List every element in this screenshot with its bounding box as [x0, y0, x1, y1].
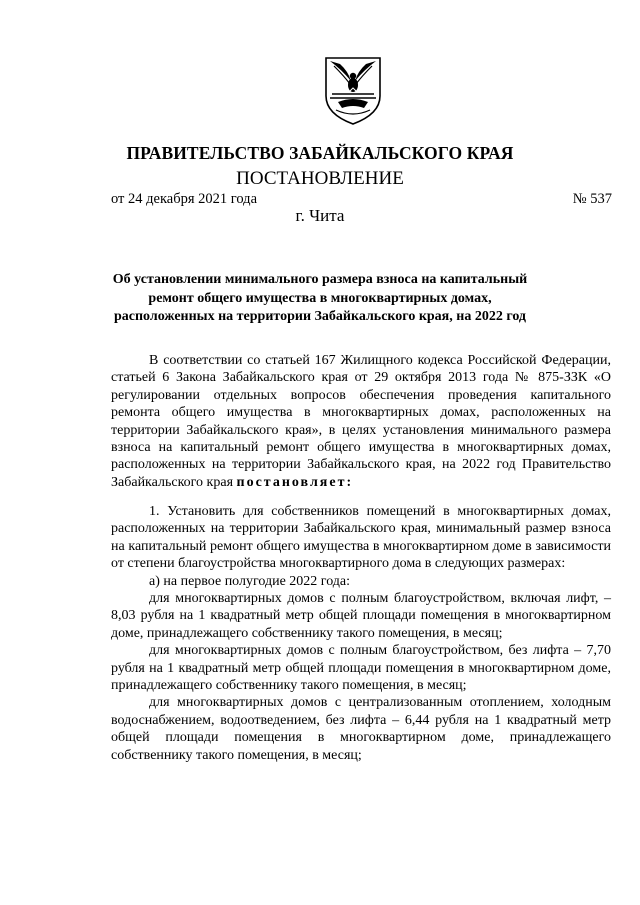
government-name: ПРАВИТЕЛЬСТВО ЗАБАЙКАЛЬСКОГО КРАЯ [126, 143, 514, 163]
section-1-block [111, 503, 611, 764]
resolves-word: постановляет: [236, 474, 354, 490]
sub-item-a: а) на первое полугодие 2022 года: [149, 573, 351, 589]
rate-item-central-heating: для многоквартирных домов с централизованным отоплением, холодным водоснабжением, водоотведением, без лифта – 6,44 рубля на 1 квадратный метр общей площади помещения в многоквартирном доме, принадлежащего собственнику такого помещения, в месяц; [111, 695, 611, 763]
preamble-text: В соответствии со статьей 167 Жилищного кодекса Российской Федерации, статьей 6 Закона Забайкальского края от 29 октября 2013 года № 875-ЗЗК «О регулировании отдельных вопросов обеспечения проведения капитального ремонта общего имущества в многоквартирных домах, расположенных на территории Забайкальского края», в целях установления минимального размера взноса на капитальный ремонт общего имущества в многоквартирных домах, расположенных на территории Забайкальского края, на 2022 год Правительство Забайкальского края [111, 353, 611, 490]
preamble-block [111, 352, 611, 491]
document-number: № 537 [572, 191, 612, 207]
document-type: ПОСТАНОВЛЕНИЕ [236, 168, 404, 189]
document-title: Об установлении минимального размера взноса на капитальный ремонт общего имущества в многоквартирных домах, расположенных на территории Забайкальского края, на 2022 год [112, 272, 528, 324]
document-city: г. Чита [295, 206, 345, 225]
document-date: от 24 декабря 2021 года [111, 191, 257, 207]
coat-of-arms-emblem [316, 52, 390, 126]
rate-item-lift: для многоквартирных домов с полным благоустройством, включая лифт, – 8,03 рубля на 1 квадратный метр общей площади помещения в многоквартирном доме, принадлежащего собственнику такого помещения, в месяц; [111, 591, 611, 641]
rate-item-no-lift: для многоквартирных домов с полным благоустройством, без лифта – 7,70 рубля на 1 квадратный метр общей площади помещения в многоквартирном доме, принадлежащего собственнику такого помещения, в месяц; [111, 643, 611, 694]
preamble-paragraph [111, 352, 611, 491]
section-1-intro: 1. Установить для собственников помещений в многоквартирных домах, расположенных на территории Забайкальского края, минимальный размер взноса на капитальный ремонт общего имущества в многоквартирном доме в зависимости от степени благоустройства многоквартирного дома в следующих размерах: [111, 504, 611, 572]
